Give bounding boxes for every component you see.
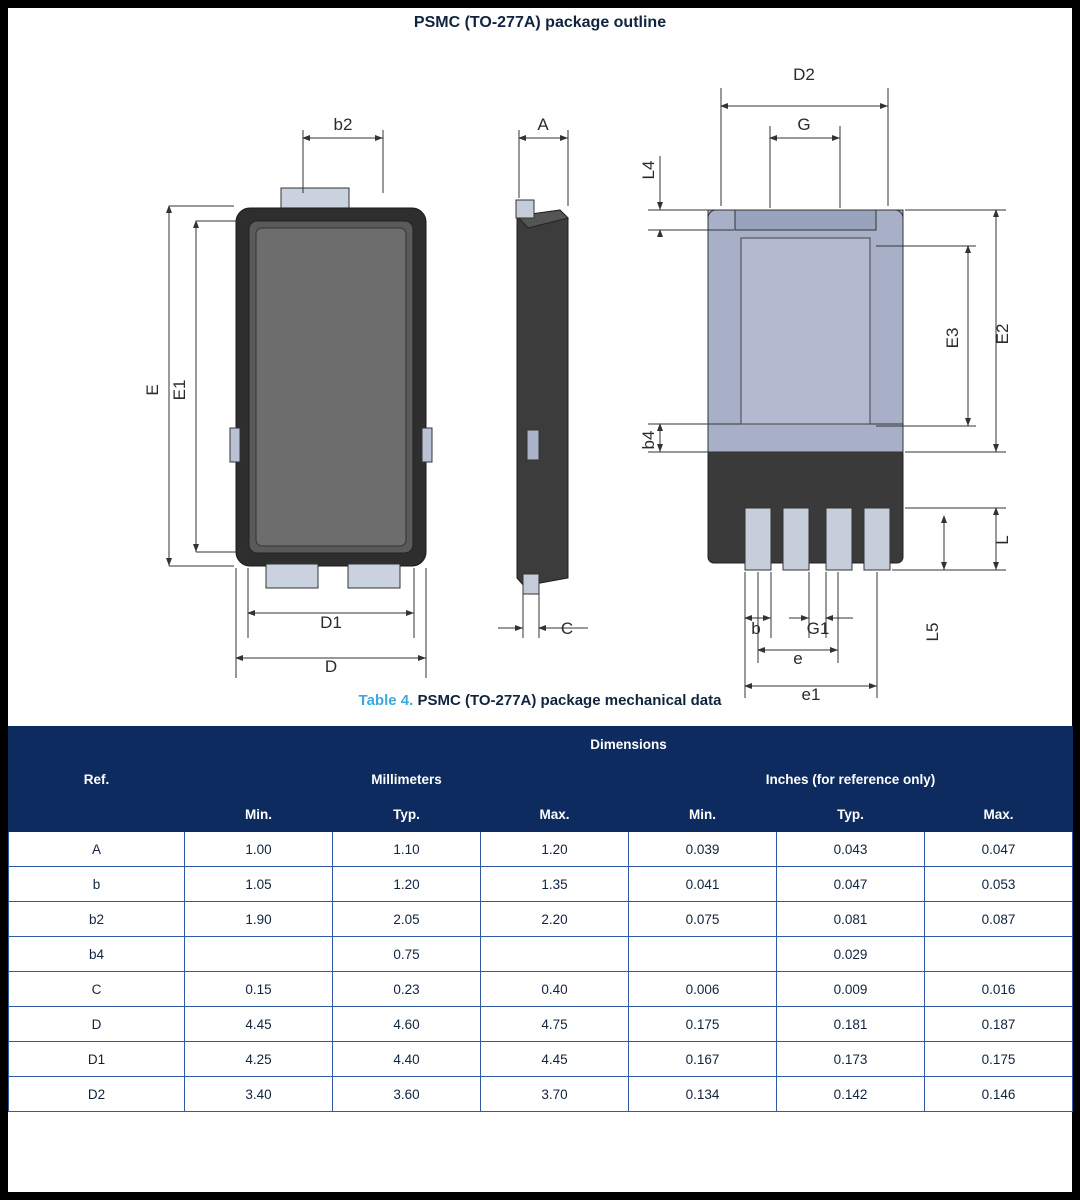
table-header-row-1 (9, 727, 1073, 762)
header-mm-max: Max. (481, 797, 629, 832)
dim-label-L: L (993, 535, 1012, 545)
cell-mm-typ: 4.60 (333, 1007, 481, 1042)
header-inches: Inches (for reference only) (629, 762, 1073, 797)
cell-in-min (629, 937, 777, 972)
dim-label-b: b (751, 619, 761, 638)
cell-mm-max: 1.35 (481, 867, 629, 902)
cell-mm-min (185, 937, 333, 972)
cell-mm-min: 4.25 (185, 1042, 333, 1077)
cell-mm-max: 3.70 (481, 1077, 629, 1112)
cell-mm-min: 0.15 (185, 972, 333, 1007)
cell-in-typ: 0.173 (777, 1042, 925, 1077)
dim-label-e1: e1 (801, 685, 821, 704)
table-caption (8, 692, 1072, 709)
dim-label-E: E (143, 384, 162, 396)
cell-mm-min: 4.45 (185, 1007, 333, 1042)
cell-mm-max: 4.45 (481, 1042, 629, 1077)
header-mm-typ: Typ. (333, 797, 481, 832)
table-row (9, 867, 1073, 902)
cell-ref: A (9, 832, 185, 867)
table-caption-label: Table 4. (358, 692, 414, 709)
cell-in-min: 0.175 (629, 1007, 777, 1042)
cell-ref: C (9, 972, 185, 1007)
cell-ref: b4 (9, 937, 185, 972)
table-row (9, 832, 1073, 867)
cell-in-max: 0.187 (925, 1007, 1073, 1042)
header-dimensions: Dimensions (185, 727, 1073, 762)
cell-mm-min: 1.05 (185, 867, 333, 902)
dim-label-D2: D2 (793, 65, 815, 84)
cell-mm-max: 4.75 (481, 1007, 629, 1042)
dim-label-E1: E1 (170, 379, 189, 401)
cell-in-max: 0.146 (925, 1077, 1073, 1112)
cell-mm-min: 3.40 (185, 1077, 333, 1112)
cell-ref: b (9, 867, 185, 902)
header-in-min: Min. (629, 797, 777, 832)
cell-in-min: 0.075 (629, 902, 777, 937)
dim-label-b4: b4 (639, 430, 658, 450)
cell-in-typ: 0.142 (777, 1077, 925, 1112)
mechanical-data-table (8, 726, 1073, 1112)
dim-label-D: D (324, 657, 338, 676)
dim-label-E2: E2 (993, 323, 1012, 345)
table-row (9, 1007, 1073, 1042)
dim-label-L4: L4 (639, 160, 658, 180)
cell-in-max: 0.047 (925, 832, 1073, 867)
cell-mm-max: 2.20 (481, 902, 629, 937)
dim-label-D1: D1 (320, 613, 342, 632)
cell-mm-typ: 0.23 (333, 972, 481, 1007)
table-row (9, 1042, 1073, 1077)
cell-in-typ: 0.009 (777, 972, 925, 1007)
cell-ref: D (9, 1007, 185, 1042)
table-row (9, 902, 1073, 937)
table-body (9, 832, 1073, 1112)
header-in-max: Max. (925, 797, 1073, 832)
cell-in-max: 0.175 (925, 1042, 1073, 1077)
dim-label-A: A (537, 115, 549, 134)
cell-mm-max: 0.40 (481, 972, 629, 1007)
cell-in-min: 0.041 (629, 867, 777, 902)
dim-label-G1: G1 (806, 619, 830, 638)
figure-title: PSMC (TO-277A) package outline (413, 14, 667, 31)
cell-ref: D1 (9, 1042, 185, 1077)
cell-in-min: 0.006 (629, 972, 777, 1007)
cell-mm-typ: 0.75 (333, 937, 481, 972)
cell-in-typ: 0.181 (777, 1007, 925, 1042)
header-millimeters: Millimeters (185, 762, 629, 797)
cell-mm-min: 1.90 (185, 902, 333, 937)
header-mm-min: Min. (185, 797, 333, 832)
cell-in-typ: 0.029 (777, 937, 925, 972)
dim-label-E3: E3 (943, 327, 962, 349)
cell-mm-typ: 3.60 (333, 1077, 481, 1112)
cell-ref: D2 (9, 1077, 185, 1112)
cell-in-typ: 0.081 (777, 902, 925, 937)
cell-mm-typ: 1.20 (333, 867, 481, 902)
cell-mm-min: 1.00 (185, 832, 333, 867)
cell-in-min: 0.167 (629, 1042, 777, 1077)
header-ref: Ref. (9, 727, 185, 832)
datasheet-page (8, 8, 1072, 1192)
dim-label-G: G (797, 115, 811, 134)
cell-in-max: 0.087 (925, 902, 1073, 937)
dim-label-e: e (793, 649, 803, 668)
cell-in-max: 0.016 (925, 972, 1073, 1007)
header-in-typ: Typ. (777, 797, 925, 832)
cell-in-max (925, 937, 1073, 972)
dim-label-b2: b2 (333, 115, 353, 134)
table-row (9, 937, 1073, 972)
cell-mm-max (481, 937, 629, 972)
cell-in-typ: 0.047 (777, 867, 925, 902)
dim-label-L5: L5 (923, 622, 942, 642)
cell-in-typ: 0.043 (777, 832, 925, 867)
cell-mm-max: 1.20 (481, 832, 629, 867)
cell-ref: b2 (9, 902, 185, 937)
cell-mm-typ: 2.05 (333, 902, 481, 937)
table-caption-text: PSMC (TO-277A) package mechanical data (417, 692, 722, 709)
cell-in-min: 0.039 (629, 832, 777, 867)
cell-in-min: 0.134 (629, 1077, 777, 1112)
dim-label-C: C (560, 619, 574, 638)
cell-mm-typ: 4.40 (333, 1042, 481, 1077)
cell-in-max: 0.053 (925, 867, 1073, 902)
cell-mm-typ: 1.10 (333, 832, 481, 867)
table-row (9, 972, 1073, 1007)
table-row (9, 1077, 1073, 1112)
